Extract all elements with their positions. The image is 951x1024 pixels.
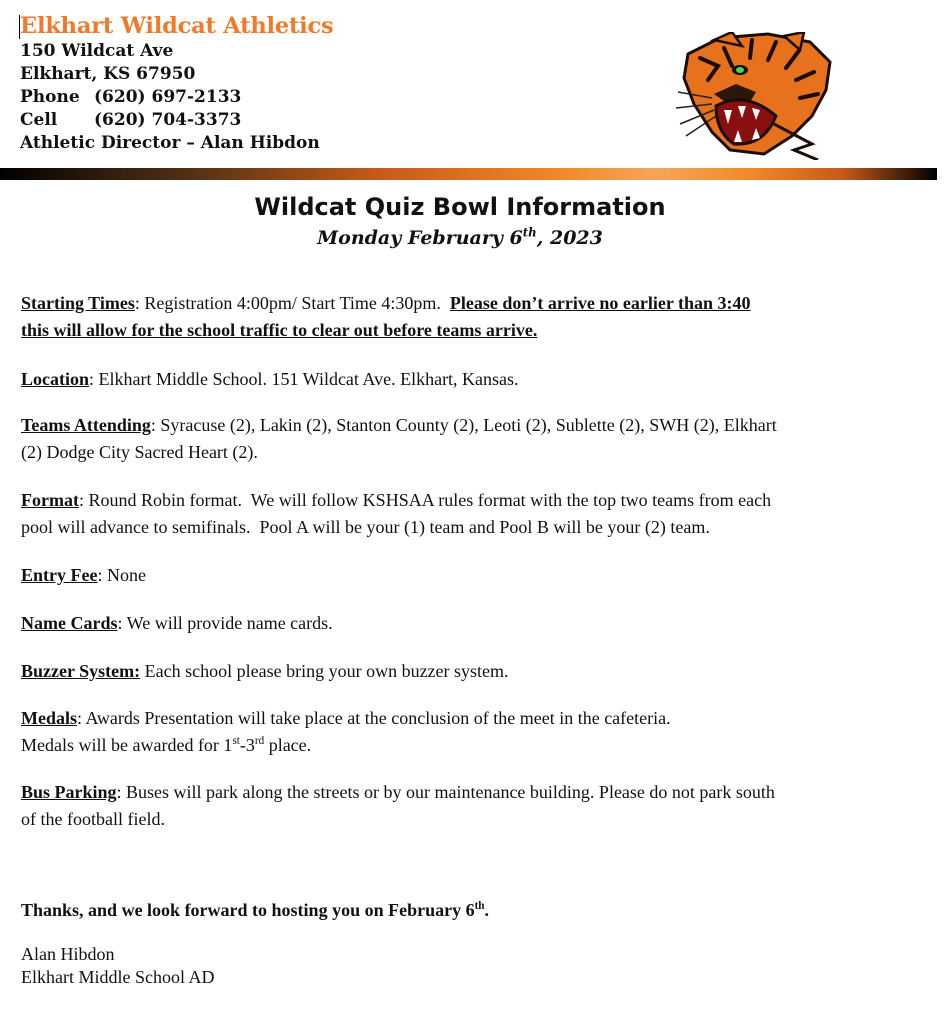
- medals-line-2: [21, 732, 921, 759]
- medals-sup-2: rd: [254, 735, 265, 747]
- section-teams-attending: [21, 412, 921, 466]
- page-title: Wildcat Quiz Bowl Information: [254, 193, 666, 221]
- closing-text: Thanks, and we look forward to hosting you on February 6: [21, 900, 475, 920]
- cell-line: [20, 109, 334, 132]
- cell-number: (620) 704-3373: [94, 110, 242, 130]
- date-prefix: Monday February 6: [317, 227, 523, 249]
- section-location: [21, 366, 921, 393]
- city-state-zip: Elkhart, KS 67950: [20, 64, 196, 84]
- bus-parking-line-2: of the football field.: [21, 809, 165, 829]
- entry-fee-text: : None: [97, 565, 146, 585]
- starting-times-warning-2: this will allow for the school traffic to clear out before teams arrive.: [21, 320, 538, 340]
- phone-label: Phone: [20, 87, 80, 107]
- signature-block: [21, 943, 921, 989]
- buzzer-text: Each school please bring your own buzzer system.: [140, 661, 509, 681]
- bus-parking-line-1: : Buses will park along the streets or by our maintenance building. Please do not park south: [116, 782, 775, 802]
- letterhead: [20, 12, 334, 155]
- format-line-1: : Round Robin format. We will follow KSHSAA rules format with the top two teams from each: [78, 490, 772, 510]
- phone-number: (620) 697-2133: [94, 87, 242, 107]
- buzzer-label: Buzzer System:: [21, 661, 141, 681]
- header-divider: [0, 168, 937, 180]
- name-cards-label: Name Cards: [21, 613, 118, 633]
- entry-fee-label: Entry Fee: [21, 565, 98, 585]
- closing-end: .: [484, 900, 489, 920]
- medals-label: Medals: [21, 708, 77, 728]
- location-label: Location: [21, 369, 90, 389]
- section-name-cards: [21, 610, 921, 637]
- event-date: [0, 225, 920, 251]
- date-year: , 2023: [536, 227, 603, 249]
- teams-label: Teams Attending: [21, 415, 151, 435]
- athletic-director: Athletic Director – Alan Hibdon: [20, 133, 320, 153]
- section-format: [21, 487, 921, 541]
- medals-line-2c: place.: [264, 735, 312, 755]
- section-medals: [21, 705, 921, 759]
- cell-label: Cell: [20, 110, 58, 130]
- date-suffix-sup: th: [522, 225, 537, 240]
- street-address: 150 Wildcat Ave: [20, 41, 174, 61]
- signature-name: Alan Hibdon: [21, 944, 115, 964]
- section-bus-parking: [21, 779, 921, 833]
- medals-line-2a: Medals will be awarded for 1: [21, 735, 233, 755]
- text-cursor: [19, 15, 20, 39]
- wildcat-mascot-icon: [672, 32, 834, 160]
- closing-statement: [21, 897, 921, 924]
- section-entry-fee: [21, 562, 921, 589]
- bus-parking-label: Bus Parking: [21, 782, 117, 802]
- format-label: Format: [21, 490, 79, 510]
- starting-times-warning-1: Please don’t arrive no earlier than 3:40: [449, 293, 751, 313]
- section-buzzer-system: [21, 658, 921, 685]
- section-starting-times: [21, 290, 921, 344]
- location-text: : Elkhart Middle School. 151 Wildcat Ave. Elkhart, Kansas.: [89, 369, 519, 389]
- medals-sup-1: st: [232, 735, 240, 747]
- teams-line-1: : Syracuse (2), Lakin (2), Stanton County (2), Leoti (2), Sublette (2), SWH (2), Elkhart: [150, 415, 777, 435]
- phone-line: [20, 86, 334, 109]
- signature-title: Elkhart Middle School AD: [21, 967, 215, 987]
- teams-line-2: (2) Dodge City Sacred Heart (2).: [21, 442, 258, 462]
- format-line-2: pool will advance to semifinals. Pool A will be your (1) team and Pool B will be your (2) team.: [21, 517, 710, 537]
- organization-name: Elkhart Wildcat Athletics: [20, 13, 334, 39]
- starting-times-text: : Registration 4:00pm/ Start Time 4:30pm.: [134, 293, 450, 313]
- starting-times-label: Starting Times: [21, 293, 135, 313]
- name-cards-text: : We will provide name cards.: [117, 613, 333, 633]
- medals-line-2b: -3: [239, 735, 255, 755]
- closing-sup: th: [474, 900, 485, 912]
- medals-line-1: : Awards Presentation will take place at the conclusion of the meet in the cafeteria.: [77, 708, 671, 728]
